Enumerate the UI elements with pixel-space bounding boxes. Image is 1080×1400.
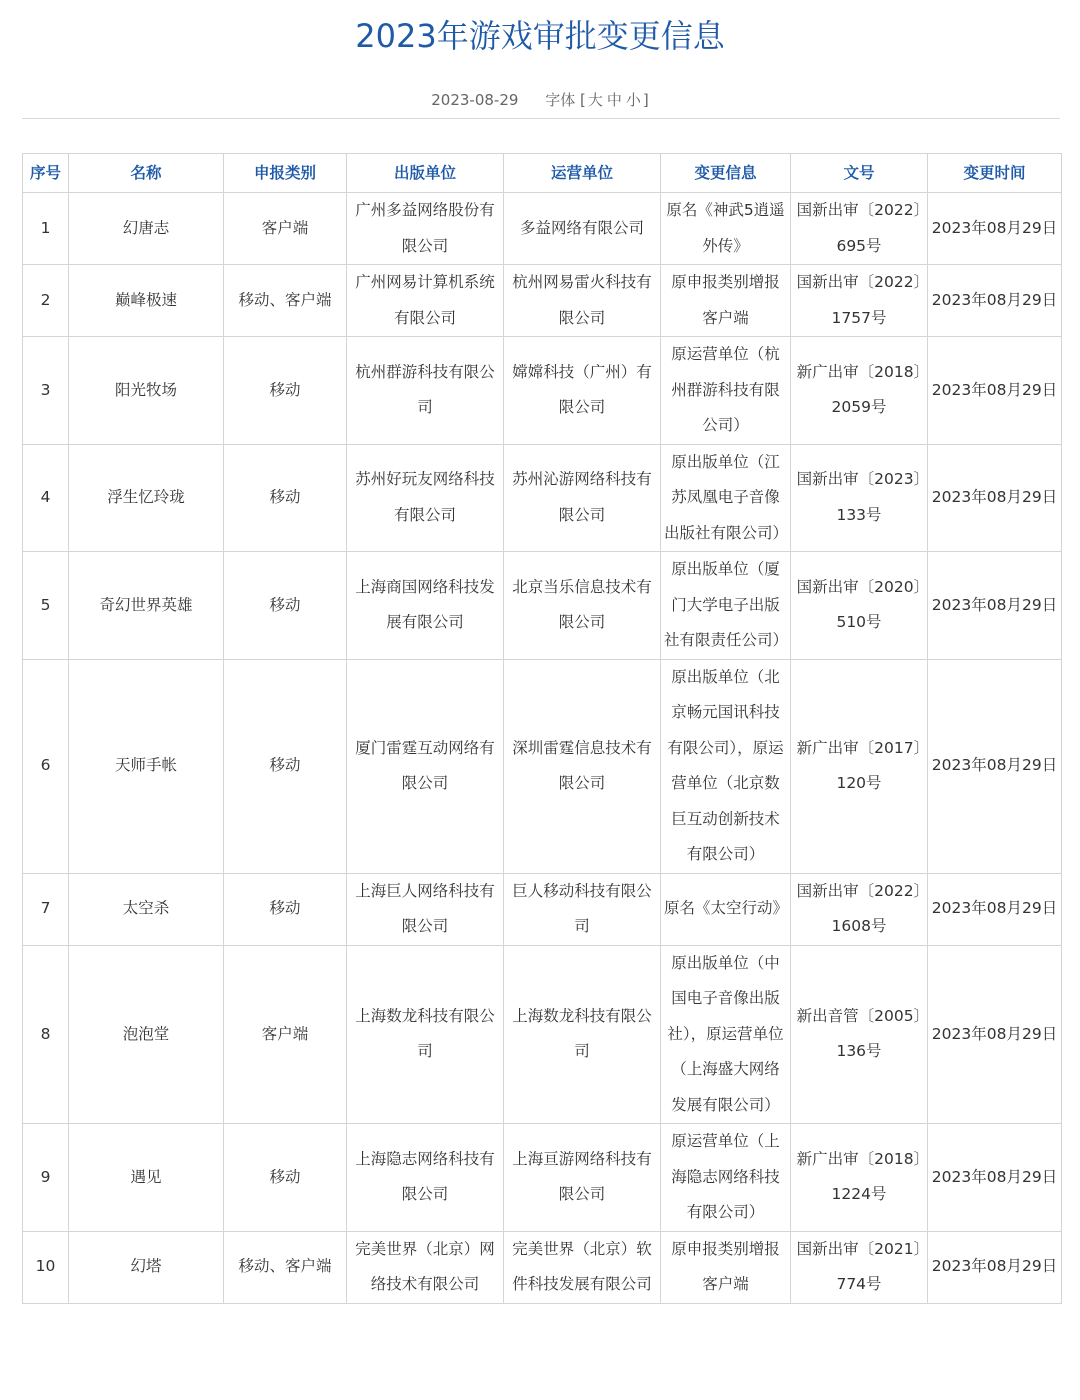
cell-change-time: 2023年08月29日 — [928, 444, 1062, 552]
cell-name: 巅峰极速 — [69, 265, 224, 337]
table-row — [23, 193, 1062, 265]
cell-publisher: 广州多益网络股份有限公司 — [347, 193, 504, 265]
cell-document-number: 国新出审〔2021〕774号 — [791, 1231, 928, 1303]
bracket-close: ] — [642, 91, 649, 109]
table-body — [23, 193, 1062, 1304]
cell-operator: 上海数龙科技有限公司 — [504, 945, 661, 1124]
cell-operator: 上海亘游网络科技有限公司 — [504, 1124, 661, 1232]
cell-category: 移动、客户端 — [224, 1231, 347, 1303]
cell-operator: 完美世界（北京）软件科技发展有限公司 — [504, 1231, 661, 1303]
table-row — [23, 265, 1062, 337]
table-header-row — [23, 154, 1062, 193]
cell-document-number: 国新出审〔2022〕1757号 — [791, 265, 928, 337]
cell-category: 客户端 — [224, 193, 347, 265]
cell-change-time: 2023年08月29日 — [928, 337, 1062, 445]
cell-document-number: 国新出审〔2023〕133号 — [791, 444, 928, 552]
cell-publisher: 杭州群游科技有限公司 — [347, 337, 504, 445]
cell-publisher: 上海数龙科技有限公司 — [347, 945, 504, 1124]
cell-index: 7 — [23, 873, 69, 945]
cell-change-time: 2023年08月29日 — [928, 193, 1062, 265]
page-title: 2023年游戏审批变更信息 — [355, 17, 725, 55]
cell-publisher: 完美世界（北京）网络技术有限公司 — [347, 1231, 504, 1303]
header-document-number: 文号 — [791, 154, 928, 193]
cell-name: 奇幻世界英雄 — [69, 552, 224, 660]
cell-name: 浮生忆玲珑 — [69, 444, 224, 552]
header-change-time: 变更时间 — [928, 154, 1062, 193]
cell-category: 移动 — [224, 444, 347, 552]
cell-change-time: 2023年08月29日 — [928, 945, 1062, 1124]
cell-publisher: 上海隐志网络科技有限公司 — [347, 1124, 504, 1232]
cell-publisher: 上海商国网络科技发展有限公司 — [347, 552, 504, 660]
cell-index: 5 — [23, 552, 69, 660]
cell-publisher: 厦门雷霆互动网络有限公司 — [347, 659, 504, 873]
cell-operator: 多益网络有限公司 — [504, 193, 661, 265]
cell-change-info: 原运营单位（杭州群游科技有限公司） — [661, 337, 791, 445]
font-size-label: 字体 — [545, 91, 576, 109]
cell-change-info: 原出版单位（中国电子音像出版社），原运营单位（上海盛大网络发展有限公司） — [661, 945, 791, 1124]
cell-index: 10 — [23, 1231, 69, 1303]
cell-operator: 巨人移动科技有限公司 — [504, 873, 661, 945]
cell-index: 1 — [23, 193, 69, 265]
table-row — [23, 1124, 1062, 1232]
cell-operator: 杭州网易雷火科技有限公司 — [504, 265, 661, 337]
divider — [22, 118, 1060, 119]
cell-change-time: 2023年08月29日 — [928, 265, 1062, 337]
cell-publisher: 苏州好玩友网络科技有限公司 — [347, 444, 504, 552]
cell-name: 幻唐志 — [69, 193, 224, 265]
table-row — [23, 552, 1062, 660]
cell-document-number: 新广出审〔2017〕120号 — [791, 659, 928, 873]
cell-name: 幻塔 — [69, 1231, 224, 1303]
cell-document-number: 新广出审〔2018〕2059号 — [791, 337, 928, 445]
font-size-small-link[interactable]: 小 — [625, 91, 641, 109]
approval-changes-table — [22, 153, 1062, 1304]
cell-document-number: 新出音管〔2005〕136号 — [791, 945, 928, 1124]
cell-category: 客户端 — [224, 945, 347, 1124]
article-meta — [0, 89, 1080, 111]
header-publisher: 出版单位 — [347, 154, 504, 193]
font-size-large-link[interactable]: 大 — [587, 91, 603, 109]
cell-category: 移动 — [224, 1124, 347, 1232]
cell-change-time: 2023年08月29日 — [928, 552, 1062, 660]
cell-index: 8 — [23, 945, 69, 1124]
cell-category: 移动 — [224, 873, 347, 945]
cell-publisher: 广州网易计算机系统有限公司 — [347, 265, 504, 337]
table-row — [23, 945, 1062, 1124]
cell-change-info: 原申报类别增报客户端 — [661, 265, 791, 337]
cell-document-number: 国新出审〔2022〕1608号 — [791, 873, 928, 945]
header-name: 名称 — [69, 154, 224, 193]
cell-index: 4 — [23, 444, 69, 552]
cell-publisher: 上海巨人网络科技有限公司 — [347, 873, 504, 945]
cell-name: 泡泡堂 — [69, 945, 224, 1124]
cell-name: 遇见 — [69, 1124, 224, 1232]
cell-change-info: 原出版单位（江苏凤凰电子音像出版社有限公司） — [661, 444, 791, 552]
cell-index: 2 — [23, 265, 69, 337]
cell-change-info: 原名《太空行动》 — [661, 873, 791, 945]
cell-document-number: 新广出审〔2018〕1224号 — [791, 1124, 928, 1232]
cell-change-info: 原出版单位（厦门大学电子出版社有限责任公司） — [661, 552, 791, 660]
header-category: 申报类别 — [224, 154, 347, 193]
bracket-open: [ — [580, 91, 586, 109]
cell-operator: 深圳雷霆信息技术有限公司 — [504, 659, 661, 873]
cell-change-time: 2023年08月29日 — [928, 1231, 1062, 1303]
cell-document-number: 国新出审〔2022〕695号 — [791, 193, 928, 265]
table-row — [23, 444, 1062, 552]
cell-change-time: 2023年08月29日 — [928, 1124, 1062, 1232]
table-row — [23, 659, 1062, 873]
cell-category: 移动 — [224, 659, 347, 873]
cell-index: 3 — [23, 337, 69, 445]
cell-category: 移动、客户端 — [224, 265, 347, 337]
cell-index: 6 — [23, 659, 69, 873]
header-index: 序号 — [23, 154, 69, 193]
table-row — [23, 873, 1062, 945]
publish-date: 2023-08-29 — [431, 91, 519, 109]
table-row — [23, 1231, 1062, 1303]
cell-name: 天师手帐 — [69, 659, 224, 873]
font-size-medium-link[interactable]: 中 — [606, 91, 622, 109]
cell-name: 阳光牧场 — [69, 337, 224, 445]
cell-operator: 嫦嫦科技（广州）有限公司 — [504, 337, 661, 445]
cell-operator: 北京当乐信息技术有限公司 — [504, 552, 661, 660]
cell-operator: 苏州沁游网络科技有限公司 — [504, 444, 661, 552]
cell-category: 移动 — [224, 552, 347, 660]
cell-change-info: 原名《神武5逍遥外传》 — [661, 193, 791, 265]
cell-change-time: 2023年08月29日 — [928, 659, 1062, 873]
cell-change-info: 原运营单位（上海隐志网络科技有限公司） — [661, 1124, 791, 1232]
table-row — [23, 337, 1062, 445]
cell-name: 太空杀 — [69, 873, 224, 945]
cell-index: 9 — [23, 1124, 69, 1232]
cell-document-number: 国新出审〔2020〕510号 — [791, 552, 928, 660]
header-change-info: 变更信息 — [661, 154, 791, 193]
cell-change-time: 2023年08月29日 — [928, 873, 1062, 945]
cell-change-info: 原申报类别增报客户端 — [661, 1231, 791, 1303]
cell-change-info: 原出版单位（北京畅元国讯科技有限公司），原运营单位（北京数巨互动创新技术有限公司） — [661, 659, 791, 873]
cell-category: 移动 — [224, 337, 347, 445]
header-operator: 运营单位 — [504, 154, 661, 193]
